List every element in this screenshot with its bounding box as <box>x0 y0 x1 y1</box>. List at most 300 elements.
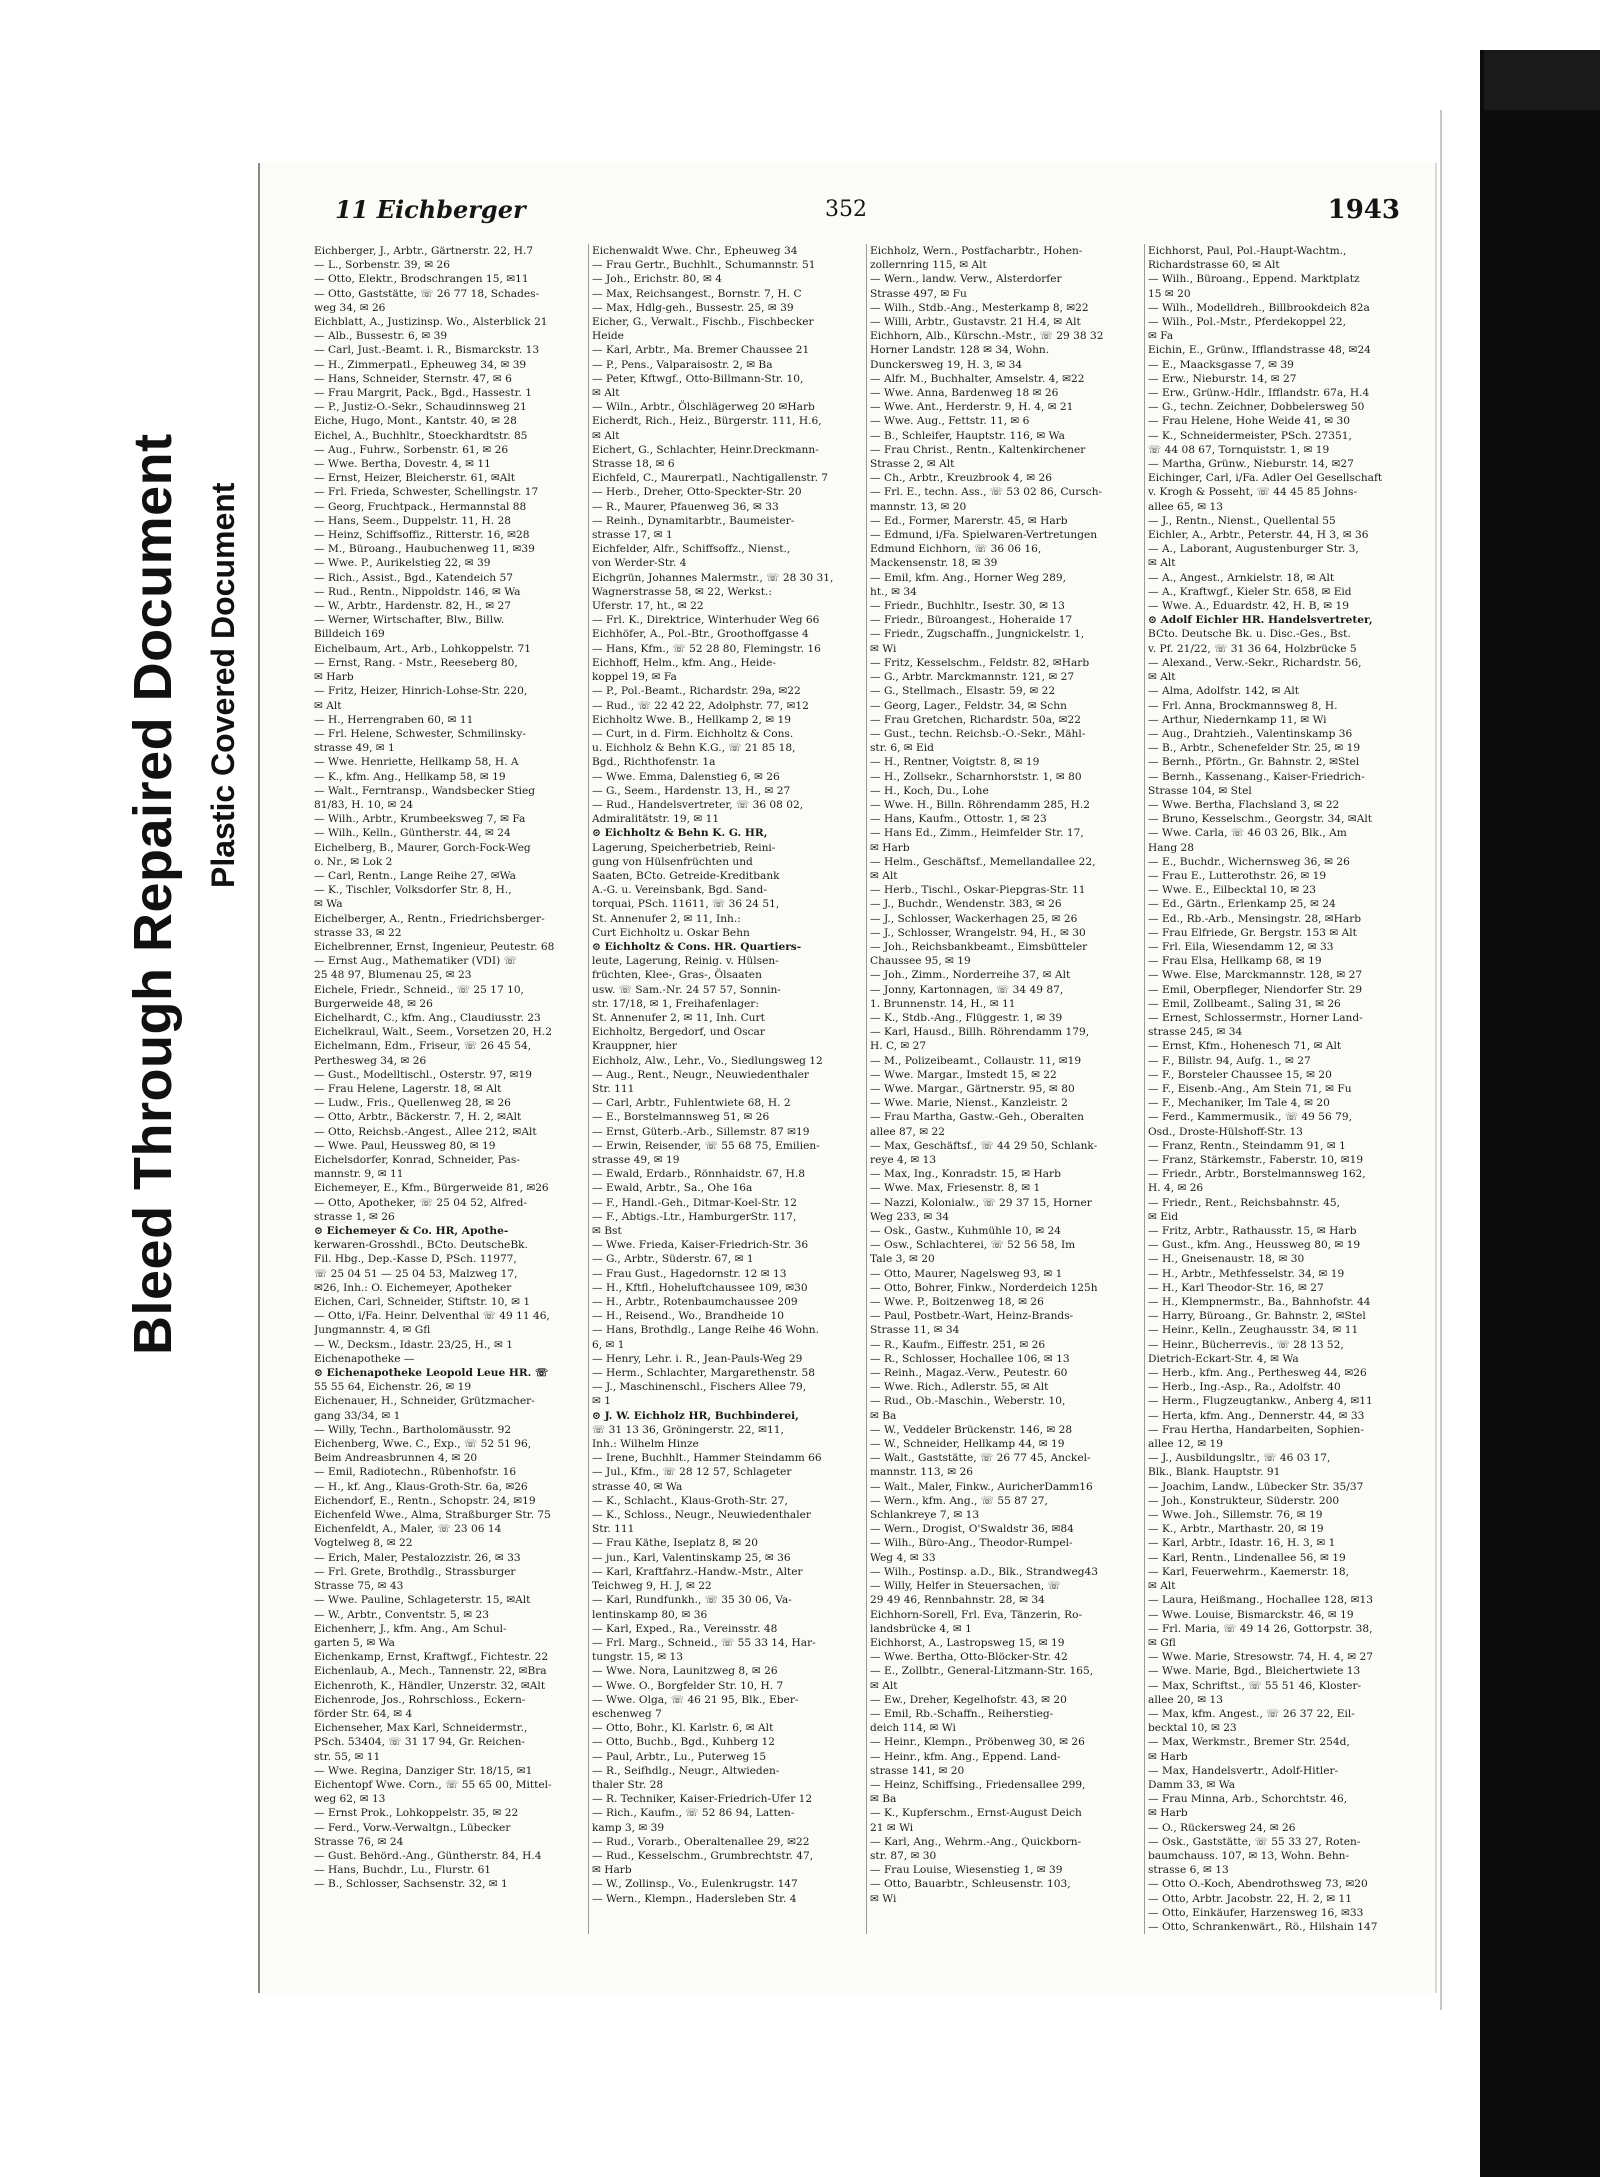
directory-entry-line: — Frl. K., Direktrice, Winterhuder Weg 66 <box>592 614 820 627</box>
directory-entry-line: mannstr. 9, ✉ 11 <box>314 1168 404 1181</box>
directory-entry-line: — A., Laborant, Augustenburger Str. 3, <box>1148 543 1359 556</box>
directory-entry-line: — J., Schlosser, Wrangelstr. 94, H., ✉ 30 <box>870 926 1086 939</box>
directory-entry-line: ✉ Ba <box>870 1409 897 1422</box>
directory-entry-line: Eichhorn-Sorell, Frl. Eva, Tänzerin, Ro- <box>870 1608 1083 1621</box>
directory-entry-line: St. Annenufer 2, ✉ 11, Inh.: <box>592 912 741 925</box>
directory-entry-line: Strasse 2, ✉ Alt <box>870 458 955 471</box>
directory-entry-line: Perthesweg 34, ✉ 26 <box>314 1054 427 1067</box>
directory-entry-line: strasse 40, ✉ Wa <box>592 1480 683 1493</box>
directory-entry-line: — H., Gneisenaustr. 18, ✉ 30 <box>1148 1253 1305 1266</box>
directory-entry-line: — Wiln., Arbtr., Ölschlägerweg 20 ✉Harb <box>592 401 815 414</box>
directory-entry-line: — Wwe. A., Eduardstr. 42, H. B, ✉ 19 <box>1148 600 1349 613</box>
directory-entry-line: PSch. 53404, ☏ 31 17 94, Gr. Reichen- <box>314 1736 525 1749</box>
directory-entry-line: — W., Schneider, Hellkamp 44, ✉ 19 <box>870 1438 1065 1451</box>
directory-entry-line: — Georg, Lager., Feldstr. 34, ✉ Schn <box>870 699 1067 712</box>
directory-entry-line: Eichinger, Carl, i/Fa. Adler Oel Gesellschaft <box>1148 472 1383 485</box>
directory-entry-line: — Paul, Postbetr.-Wart, Heinz-Brands- <box>870 1310 1074 1323</box>
directory-entry-line: Eichin, E., Grünw., Ifflandstrasse 48, ✉24 <box>1148 344 1371 357</box>
directory-entry-line: Eichemeyer, E., Kfm., Bürgerweide 81, ✉26 <box>314 1182 549 1195</box>
directory-entry-line: Eichler, A., Arbtr., Peterstr. 44, H 3, ✉ 36 <box>1148 529 1369 542</box>
directory-entry-line: — Irene, Buchhlt., Hammer Steindamm 66 <box>592 1452 822 1465</box>
directory-entry-line: Eichelkraul, Walt., Seem., Vorsetzen 20, H.2 <box>314 1026 552 1039</box>
directory-entry-line: — Wilh., Modelldreh., Billbrookdeich 82a <box>1148 301 1370 314</box>
directory-entry-line: — H., Karl Theodor-Str. 16, ✉ 27 <box>1148 1281 1324 1294</box>
directory-entry-line: Eichenapotheke — <box>314 1352 415 1365</box>
directory-entry-line: gang 33/34, ✉ 1 <box>314 1409 401 1422</box>
repaired-document-label: Repaired Document <box>123 433 183 952</box>
directory-entry-line: Eicher, G., Verwalt., Fischb., Fischbecker <box>592 316 814 329</box>
directory-entry-line: — Aug., Rent., Neugr., Neuwiedenthaler <box>592 1068 809 1081</box>
directory-entry-line: Str. 111 <box>592 1523 635 1536</box>
directory-entry-line: — Frl. Anna, Brockmannsweg 8, H. <box>1148 699 1338 712</box>
directory-entry-line: — O., Rückersweg 24, ✉ 26 <box>1148 1821 1296 1834</box>
directory-entry-line: — Wwe. O., Borgfelder Str. 10, H. 7 <box>592 1679 784 1692</box>
directory-entry-line: — Osk., Gaststätte, ☏ 55 33 27, Roten- <box>1148 1835 1361 1848</box>
directory-entry-line: Eichenrode, Jos., Rohrschloss., Eckern- <box>314 1693 526 1706</box>
directory-entry-line: — Walt., Maler, Finkw., AuricherDamm16 <box>870 1480 1093 1493</box>
directory-entry-line: Eichgrün, Johannes Malermstr., ☏ 28 30 31, <box>592 571 834 584</box>
directory-entry-line: BCto. Deutsche Bk. u. Disc.-Ges., Bst. <box>1148 628 1351 641</box>
directory-entry-line: — Helm., Geschäftsf., Memellandallee 22, <box>870 855 1096 868</box>
directory-entry-line: — Ed., Rb.-Arb., Mensingstr. 28, ✉Harb <box>1148 912 1362 925</box>
directory-entry-line: Str. 111 <box>592 1082 635 1095</box>
directory-entry-line: Osd., Droste-Hülshoff-Str. 13 <box>1148 1125 1303 1138</box>
directory-entry-line: ✉ Alt <box>870 869 898 882</box>
directory-entry-line: — Osk., Gastw., Kuhmühle 10, ✉ 24 <box>870 1225 1061 1238</box>
directory-entry-line: — K., kfm. Ang., Hellkamp 58, ✉ 19 <box>314 770 506 783</box>
directory-entry-line: — Heinr., kfm. Ang., Eppend. Land- <box>870 1750 1061 1763</box>
directory-entry-line: — Rud., Rentn., Nippoldstr. 146, ✉ Wa <box>314 585 521 598</box>
directory-entry-line: — Wwe. Else, Marckmannstr. 128, ✉ 27 <box>1148 969 1363 982</box>
directory-entry-line: Eichelsdorfer, Konrad, Schneider, Pas- <box>314 1154 520 1166</box>
directory-entry-line: — G., Seem., Hardenstr. 13, H., ✉ 27 <box>592 784 791 797</box>
directory-entry-line: ✉ Harb <box>314 671 354 684</box>
directory-entry-line: zollernring 115, ✉ Alt <box>870 259 987 272</box>
directory-entry-line: — Ernst Aug., Mathematiker (VDI) ☏ <box>314 955 517 968</box>
directory-entry-line: — Hans, Seem., Duppelstr. 11, H. 28 <box>314 514 511 527</box>
directory-entry-line: — Max, Handelsvertr., Adolf-Hitler- <box>1148 1764 1339 1777</box>
directory-entry-line: — Ludw., Fris., Quellenweg 28, ✉ 26 <box>314 1097 511 1110</box>
directory-entry-line: — Frl. Marg., Schneid., ☏ 55 33 14, Har- <box>592 1636 816 1649</box>
directory-entry-line: — H., Kftfl., Hoheluftchaussee 109, ✉30 <box>592 1281 808 1294</box>
directory-entry-line: — Wilh., Kelln., Güntherstr. 44, ✉ 24 <box>314 827 511 840</box>
directory-entry-line: ☏ 31 13 36, Gröningerstr. 22, ✉11, <box>592 1423 784 1436</box>
directory-entry-line: — Gust., kfm. Ang., Heussweg 80, ✉ 19 <box>1148 1239 1361 1252</box>
directory-entry-line: — Franz, Rentn., Steindamm 91, ✉ 1 <box>1148 1139 1346 1152</box>
directory-entry-line: gung von Hülsenfrüchten und <box>592 855 753 868</box>
directory-entry-line: — Reinh., Dynamitarbtr., Baumeister- <box>592 514 795 527</box>
directory-entry-line: — Wern., landw. Verw., Alsterdorfer <box>870 273 1062 286</box>
directory-entry-line: Eiche, Hugo, Mont., Kantstr. 40, ✉ 28 <box>314 415 517 428</box>
directory-entry-line: Eichelberg, B., Maurer, Gorch-Fock-Weg <box>314 841 531 854</box>
directory-entry-line: — Alb., Bussestr. 6, ✉ 39 <box>314 330 448 343</box>
directory-entry-line: Eichhorn, Alb., Kürschn.-Mstr., ☏ 29 38 32 <box>870 330 1104 343</box>
directory-entry-line: — Joachim, Landw., Lübecker Str. 35/37 <box>1148 1480 1364 1493</box>
directory-entry-line: Eichfelder, Alfr., Schiffsoffz., Nienst., <box>592 543 791 556</box>
directory-entry-line: — Wwe. Margar., Imstedt 15, ✉ 22 <box>870 1068 1057 1081</box>
directory-entry-line: — Friedr., Büroangest., Hoheraide 17 <box>870 614 1073 627</box>
directory-column-2 <box>592 244 862 1934</box>
directory-entry-line: ✉ Bst <box>592 1225 622 1238</box>
directory-entry-line: — Wwe. Anna, Bardenweg 18 ✉ 26 <box>870 387 1059 400</box>
directory-entry-line: — Ernst, Kfm., Hohenesch 71, ✉ Alt <box>1148 1040 1342 1053</box>
directory-entry-line: — Max, Hdlg-geh., Bussestr. 25, ✉ 39 <box>592 301 794 314</box>
directory-entry-line: — Ferd., Kammermusik., ☏ 49 56 79, <box>1148 1111 1352 1124</box>
directory-entry-line: Eichberger, J., Arbtr., Gärtnerstr. 22, H.7 <box>314 245 534 257</box>
directory-entry-line: früchten, Klee-, Gras-, Ölsaaten <box>592 969 762 982</box>
directory-entry-line: deich 114, ✉ Wi <box>870 1722 956 1735</box>
directory-entry-line: — Otto, Arbtr., Bäckerstr. 7, H. 2, ✉Alt <box>314 1111 522 1124</box>
directory-entry-line: Richardstrasse 60, ✉ Alt <box>1148 259 1280 272</box>
directory-entry-line: ✉ Harb <box>592 1864 632 1877</box>
directory-entry-line: — jun., Karl, Valentinskamp 25, ✉ 36 <box>592 1551 791 1564</box>
directory-entry-line: — Martha, Grünw., Nieburstr. 14, ✉27 <box>1148 458 1354 471</box>
directory-entry-line: — Fritz, Arbtr., Rathausstr. 15, ✉ Harb <box>1148 1225 1357 1238</box>
directory-entry-line: — Frl. Grete, Brothdlg., Strassburger <box>314 1565 516 1578</box>
directory-entry-line: ✉ Alt <box>1148 1580 1176 1593</box>
directory-entry-line: — K., Schlacht., Klaus-Groth-Str. 27, <box>592 1494 788 1507</box>
directory-entry-line: — Otto O.-Koch, Abendrothsweg 73, ✉20 <box>1148 1878 1368 1891</box>
directory-entry-line: — Wwe. Olga, ☏ 46 21 95, Blk., Eber- <box>592 1693 799 1706</box>
directory-entry-line: — H., kf. Ang., Klaus-Groth-Str. 6a, ✉26 <box>314 1480 528 1493</box>
directory-entry-line: — Karl, Hausd., Billh. Röhrendamm 179, <box>870 1026 1090 1039</box>
directory-entry-line: — Rud., Vorarb., Oberaltenallee 29, ✉22 <box>592 1835 810 1848</box>
directory-entry-line: — Karl, Feuerwehrm., Kaemerstr. 18, <box>1148 1565 1350 1578</box>
directory-entry-line: — Frau Hertha, Handarbeiten, Sophien- <box>1148 1423 1364 1436</box>
directory-entry-line: — Max, kfm. Angest., ☏ 26 37 22, Eil- <box>1148 1707 1355 1720</box>
bleed-through-label: Bleed Through <box>123 967 183 1355</box>
directory-entry-line: — F., Abtigs.-Ltr., HamburgerStr. 117, <box>592 1210 797 1223</box>
directory-entry-line: — Carl, Rentn., Lange Reihe 27, ✉Wa <box>314 869 516 882</box>
directory-entry-line: — Wwe. Rich., Adlerstr. 55, ✉ Alt <box>870 1381 1049 1394</box>
directory-entry-line: — Hans, Brothdlg., Lange Reihe 46 Wohn. <box>592 1324 819 1337</box>
directory-entry-line: — Gust. Behörd.-Ang., Güntherstr. 84, H.4 <box>314 1849 542 1862</box>
directory-entry-line: ✉ Wi <box>870 642 897 655</box>
directory-entry-line: — Bernh., Kassenang., Kaiser-Friedrich- <box>1148 770 1365 783</box>
directory-entry-line: — Walt., Ferntransp., Wandsbecker Stieg <box>314 784 536 797</box>
directory-entry-line: — Wilh., Postinsp. a.D., Blk., Strandweg43 <box>870 1565 1098 1578</box>
directory-entry-line: eschenweg 7 <box>592 1707 662 1720</box>
directory-entry-line: reye 4, ✉ 13 <box>870 1154 937 1166</box>
directory-entry-line: — Max, Reichsangest., Bornstr. 7, H. C <box>592 287 802 300</box>
directory-entry-line: — Wwe. Bertha, Dovestr. 4, ✉ 11 <box>314 458 491 471</box>
directory-entry-line: Eichentopf Wwe. Corn., ☏ 55 65 00, Mittel- <box>314 1778 552 1791</box>
directory-entry-line: — Ch., Arbtr., Kreuzbrook 4, ✉ 26 <box>870 472 1052 485</box>
directory-entry-line: — Frau Martha, Gastw.-Geh., Oberalten <box>870 1111 1084 1124</box>
directory-entry-line: strasse 1, ✉ 26 <box>314 1210 395 1223</box>
directory-entry-line: — Otto, Schrankenwärt., Rö., Hilshain 147 <box>1148 1920 1378 1933</box>
directory-entry-line: ✉ Wi <box>870 1892 897 1905</box>
directory-entry-line: — M., Büroang., Haubuchenweg 11, ✉39 <box>314 543 535 556</box>
directory-entry-line: Schlankreye 7, ✉ 13 <box>870 1509 980 1522</box>
directory-entry-line: Heide <box>592 330 624 343</box>
directory-entry-line: thaler Str. 28 <box>592 1778 664 1791</box>
directory-entry-line: — Wwe. Marie, Nienst., Kanzleistr. 2 <box>870 1097 1068 1110</box>
directory-entry-line: — M., Polizeibeamt., Collaustr. 11, ✉19 <box>870 1054 1082 1067</box>
directory-entry-line: weg 34, ✉ 26 <box>314 301 386 314</box>
directory-entry-line: — Hans Ed., Zimm., Heimfelder Str. 17, <box>870 827 1084 840</box>
directory-entry-line: — K., Arbtr., Marthastr. 20, ✉ 19 <box>1148 1523 1324 1536</box>
directory-entry-line: — Otto, Maurer, Nagelsweg 93, ✉ 1 <box>870 1267 1063 1280</box>
directory-entry-line: Eichelmann, Edm., Friseur, ☏ 26 45 54, <box>314 1040 532 1053</box>
directory-entry-line: Eichholtz, Bergedorf, und Oscar <box>592 1026 765 1039</box>
directory-entry-line: — Bernh., Pförtn., Gr. Bahnstr. 2, ✉Stel <box>1148 756 1360 769</box>
directory-entry-line: Uferstr. 17, ht., ✉ 22 <box>592 600 704 613</box>
directory-entry-line: — Otto, Einkäufer, Harzensweg 16, ✉33 <box>1148 1906 1364 1919</box>
directory-entry-line: — Hans, Kaufm., Ottostr. 1, ✉ 23 <box>870 813 1047 826</box>
directory-entry-line: — Wwe. E., Eilbecktal 10, ✉ 23 <box>1148 884 1316 897</box>
directory-entry-line: — Frl. Maria, ☏ 49 14 26, Gottorpstr. 38, <box>1148 1622 1373 1635</box>
directory-entry-line: — Georg, Fruchtpack., Hermannstal 88 <box>314 500 527 513</box>
directory-entry-line: — Rich., Assist., Bgd., Katendeich 57 <box>314 571 513 584</box>
directory-entry-line: Eichenwaldt Wwe. Chr., Epheuweg 34 <box>592 245 798 257</box>
directory-entry-line: St. Annenufer 2, ✉ 11, Inh. Curt <box>592 1011 765 1024</box>
directory-entry-line: ⊙ Eichholtz & Behn K. G. HR, <box>592 827 768 840</box>
directory-entry-line: ✉ Wa <box>314 898 343 911</box>
directory-entry-line: — K., Stdb.-Ang., Flüggestr. 1, ✉ 39 <box>870 1011 1063 1024</box>
directory-entry-line: Horner Landstr. 128 ✉ 34, Wohn. <box>870 344 1050 357</box>
directory-entry-line: — P., Pol.-Beamt., Richardstr. 29a, ✉22 <box>592 685 801 698</box>
directory-entry-line: — Herb., Dreher, Otto-Speckter-Str. 20 <box>592 486 802 499</box>
directory-entry-line: ☏ 25 04 51 — 25 04 53, Malzweg 17, <box>314 1267 518 1280</box>
directory-entry-line: — Max, Ing., Konradstr. 15, ✉ Harb <box>870 1168 1061 1181</box>
directory-entry-line: Damm 33, ✉ Wa <box>1148 1778 1236 1791</box>
directory-entry-line: Eichelbaum, Art., Arb., Lohkoppelstr. 71 <box>314 642 531 655</box>
directory-entry-line: — Alma, Adolfstr. 142, ✉ Alt <box>1148 685 1300 698</box>
directory-entry-line: — Ernst, Güterb.-Arb., Sillemstr. 87 ✉19 <box>592 1125 810 1138</box>
directory-entry-line: Mackensenstr. 18, ✉ 39 <box>870 557 998 570</box>
directory-entry-line: 81/83, H. 10, ✉ 24 <box>314 798 414 811</box>
directory-entry-line: — Joh., Erichstr. 80, ✉ 4 <box>592 273 722 286</box>
directory-entry-line: — Reinh., Magaz.-Verw., Peutestr. 60 <box>870 1367 1068 1380</box>
directory-entry-line: — Herb., kfm. Ang., Perthesweg 44, ✉26 <box>1148 1367 1367 1380</box>
directory-entry-line: v. Krogh & Posseht, ☏ 44 45 85 Johns- <box>1148 486 1358 499</box>
directory-entry-line: — F., Eisenb.-Ang., Am Stein 71, ✉ Fu <box>1148 1082 1352 1095</box>
column-rule <box>866 244 867 1934</box>
directory-entry-line: — R. Techniker, Kaiser-Friedrich-Ufer 12 <box>592 1793 813 1806</box>
directory-entry-line: — Rich., Kaufm., ☏ 52 86 94, Latten- <box>592 1807 795 1820</box>
directory-entry-line: — H., Klempnermstr., Ba., Bahnhofstr. 44 <box>1148 1296 1371 1309</box>
directory-entry-line: torquai, PSch. 11611, ☏ 36 24 51, <box>592 898 780 911</box>
directory-entry-line: Eichhorst, A., Lastropsweg 15, ✉ 19 <box>870 1636 1065 1649</box>
directory-entry-line: — J., Maschinenschl., Fischers Allee 79, <box>592 1381 807 1394</box>
directory-entry-line: — H., Arbtr., Rotenbaumchaussee 209 <box>592 1296 798 1309</box>
directory-entry-line: — Jonny, Kartonnagen, ☏ 34 49 87, <box>870 983 1064 996</box>
directory-entry-line: — Edmund, i/Fa. Spielwaren-Vertretungen <box>870 529 1098 542</box>
directory-entry-line: — Nazzi, Kolonialw., ☏ 29 37 15, Horner <box>870 1196 1092 1209</box>
directory-entry-line: — K., Kupferschm., Ernst-August Deich <box>870 1807 1082 1820</box>
directory-entry-line: — Aug., Fuhrw., Sorbenstr. 61, ✉ 26 <box>314 443 509 456</box>
directory-entry-line: allee 65, ✉ 13 <box>1148 500 1223 513</box>
directory-entry-line: ✉ Harb <box>870 841 910 854</box>
directory-column-4 <box>1148 244 1418 1934</box>
directory-entry-line: — A., Angest., Arnkielstr. 18, ✉ Alt <box>1148 571 1335 584</box>
directory-entry-line: — Wwe. Max, Friesenstr. 8, ✉ 1 <box>870 1182 1041 1195</box>
directory-entry-line: — Friedr., Zugschaffn., Jungnickelstr. 1, <box>870 628 1085 641</box>
directory-entry-line: — B., Schleifer, Hauptstr. 116, ✉ Wa <box>870 429 1065 442</box>
directory-entry-line: — Willy, Helfer in Steuersachen, ☏ <box>870 1580 1061 1593</box>
directory-entry-line: — Karl, Kraftfahrz.-Handw.-Mstr., Alter <box>592 1565 803 1578</box>
directory-entry-line: — Jul., Kfm., ☏ 28 12 57, Schlageter <box>592 1466 792 1479</box>
directory-entry-line: — G., techn. Zeichner, Dobbelersweg 50 <box>1148 401 1365 414</box>
directory-entry-line: — Carl, Arbtr., Fuhlentwiete 68, H. 2 <box>592 1097 791 1110</box>
directory-entry-line: Eichholz, Alw., Lehr., Vo., Siedlungsweg 12 <box>592 1054 823 1067</box>
directory-entry-line: Lagerung, Speicherbetrieb, Reini- <box>592 841 776 854</box>
directory-entry-line: — Wwe. Bertha, Flachsland 3, ✉ 22 <box>1148 798 1340 811</box>
directory-entry-line: o. Nr., ✉ Lok 2 <box>314 855 393 868</box>
directory-entry-line: — Otto, Buchb., Bgd., Kuhberg 12 <box>592 1736 776 1749</box>
directory-entry-line: — R., Schlosser, Hochallee 106, ✉ 13 <box>870 1352 1070 1365</box>
directory-entry-line: — Max, Geschäftsf., ☏ 44 29 50, Schlank- <box>870 1139 1098 1152</box>
directory-entry-line: — Willy, Techn., Bartholomäusstr. 92 <box>314 1423 512 1436</box>
directory-entry-line: — Max, Schriftst., ☏ 55 51 46, Kloster- <box>1148 1679 1362 1692</box>
directory-entry-line: — Osw., Schlachterei, ☏ 52 56 58, Im <box>870 1239 1076 1252</box>
directory-entry-line: — Frau Helene, Hohe Weide 41, ✉ 30 <box>1148 415 1350 428</box>
directory-entry-line: von Werder-Str. 4 <box>592 557 687 570</box>
directory-entry-line: — Wwe. Henriette, Hellkamp 58, H. A <box>314 756 519 769</box>
directory-entry-line: — Wwe. Aug., Fettstr. 11, ✉ 6 <box>870 415 1030 428</box>
directory-entry-line: mannstr. 113, ✉ 26 <box>870 1466 974 1479</box>
directory-entry-line: Dietrich-Eckart-Str. 4, ✉ Wa <box>1148 1352 1299 1365</box>
directory-entry-line: Eichholz, Wern., Postfacharbtr., Hohen- <box>870 245 1083 257</box>
directory-entry-line: — R., Seifhdlg., Neugr., Altwieden- <box>592 1764 780 1777</box>
directory-entry-line: 29 49 46, Rennbahnstr. 28, ✉ 34 <box>870 1594 1045 1607</box>
directory-entry-line: str. 55, ✉ 11 <box>314 1750 381 1763</box>
directory-entry-line: — Herm., Schlachter, Margarethenstr. 58 <box>592 1367 815 1380</box>
directory-entry-line: — R., Kaufm., Eiffestr. 251, ✉ 26 <box>870 1338 1046 1351</box>
directory-entry-line: Jungmannstr. 4, ✉ Gfl <box>314 1324 431 1337</box>
directory-entry-line: — Willi, Arbtr., Gustavstr. 21 H.4, ✉ Alt <box>870 316 1081 329</box>
directory-entry-line: Billdeich 169 <box>314 628 385 641</box>
directory-entry-line: ✉ Alt <box>1148 671 1176 684</box>
directory-entry-line: — Otto, Apotheker, ☏ 25 04 52, Alfred- <box>314 1196 527 1209</box>
directory-entry-line: — K., Schloss., Neugr., Neuwiedenthaler <box>592 1509 811 1522</box>
directory-entry-line: — Emil, Zollbeamt., Saling 31, ✉ 26 <box>1148 997 1341 1010</box>
directory-entry-line: 55 55 64, Eichenstr. 26, ✉ 19 <box>314 1381 472 1394</box>
directory-entry-line: — Wwe. Nora, Launitzweg 8, ✉ 26 <box>592 1665 778 1678</box>
directory-entry-line: — Otto, Gaststätte, ☏ 26 77 18, Schades- <box>314 287 540 300</box>
directory-entry-line: — Wwe. Paul, Heussweg 80, ✉ 19 <box>314 1139 496 1152</box>
directory-entry-line: koppel 19, ✉ Fa <box>592 671 677 684</box>
directory-entry-line: 25 48 97, Blumenau 25, ✉ 23 <box>314 969 472 982</box>
directory-entry-line: Eichenfeldt, A., Maler, ☏ 23 06 14 <box>314 1523 502 1536</box>
directory-entry-line: — Gust., techn. Reichsb.-O.-Sekr., Mähl- <box>870 727 1086 740</box>
directory-entry-line: — Frau Minna, Arb., Schorchtstr. 46, <box>1148 1793 1348 1806</box>
directory-entry-line: usw. ☏ Sam.-Nr. 24 57 57, Sonnin- <box>592 983 781 996</box>
directory-entry-line: Eichenroth, K., Händler, Unzerstr. 32, ✉Alt <box>314 1679 546 1692</box>
gutter-line <box>1440 110 1442 2010</box>
directory-entry-line: — Erich, Maler, Pestalozzistr. 26, ✉ 33 <box>314 1551 521 1564</box>
directory-entry-line: Eichert, G., Schlachter, Heinr.Dreckmann- <box>592 443 819 456</box>
directory-entry-line: — Frau Louise, Wiesenstieg 1, ✉ 39 <box>870 1864 1063 1877</box>
directory-entry-line: Eichhöfer, A., Pol.-Btr., Groothoffgasse 4 <box>592 628 809 641</box>
directory-entry-line: — Wwe. P., Boitzenweg 18, ✉ 26 <box>870 1296 1044 1309</box>
directory-entry-line: — L., Sorbenstr. 39, ✉ 26 <box>314 259 450 272</box>
directory-entry-line: u. Eichholz & Behn K.G., ☏ 21 85 18, <box>592 742 796 755</box>
directory-entry-line: strasse 33, ✉ 22 <box>314 926 402 939</box>
directory-entry-line: — Herta, kfm. Ang., Dennerstr. 44, ✉ 33 <box>1148 1409 1365 1422</box>
directory-entry-line: — Wwe. Marie, Bgd., Bleichertwiete 13 <box>1148 1665 1361 1678</box>
directory-entry-line: — J., Ausbildungsltr., ☏ 46 03 17, <box>1148 1452 1331 1465</box>
directory-entry-line: — E., Zollbtr., General-Litzmann-Str. 165, <box>870 1665 1094 1678</box>
directory-entry-line: — Rud., Ob.-Maschin., Weberstr. 10, <box>870 1395 1066 1408</box>
directory-entry-line: Strasse 497, ✉ Fu <box>870 287 967 300</box>
directory-entry-line: Krauppner, hier <box>592 1040 677 1053</box>
directory-entry-line: — Rud., Kesselschm., Grumbrechtstr. 47, <box>592 1849 814 1862</box>
directory-entry-line: — B., Schlosser, Sachsenstr. 32, ✉ 1 <box>314 1878 508 1891</box>
directory-entry-line: allee 12, ✉ 19 <box>1148 1438 1223 1451</box>
bleed-through-note <box>122 433 184 1355</box>
directory-entry-line: — H., Zollsekr., Scharnhorststr. 1, ✉ 80 <box>870 770 1082 783</box>
directory-entry-line: Eichfeld, C., Maurerpatl., Nachtigallenstr. 7 <box>592 472 829 485</box>
directory-entry-line: Weg 4, ✉ 33 <box>870 1551 936 1564</box>
directory-entry-line: Bgd., Richthofenstr. 1a <box>592 756 716 769</box>
directory-entry-line: Admiralitätstr. 19, ✉ 11 <box>592 813 720 826</box>
directory-entry-line: ✉ Gfl <box>1148 1636 1176 1649</box>
directory-entry-line: weg 62, ✉ 13 <box>314 1793 386 1806</box>
directory-entry-line: — Heinz, Schiffsoffiz., Ritterstr. 16, ✉28 <box>314 529 530 542</box>
directory-entry-line: — Wwe. Emma, Dalenstieg 6, ✉ 26 <box>592 770 780 783</box>
directory-entry-line: — Henry, Lehr. i. R., Jean-Pauls-Weg 29 <box>592 1352 803 1365</box>
directory-entry-line: — Otto, Bauarbtr., Schleusenstr. 103, <box>870 1878 1071 1891</box>
directory-entry-line: — Wilh., Pol.-Mstr., Pferdekoppel 22, <box>1148 316 1346 329</box>
directory-entry-line: — W., Decksm., Idastr. 23/25, H., ✉ 1 <box>314 1338 513 1351</box>
directory-entry-line: — Wwe. P., Aurikelstieg 22, ✉ 39 <box>314 557 491 570</box>
page-header <box>315 195 1400 229</box>
directory-entry-line: — Walt., Gaststätte, ☏ 26 77 45, Anckel- <box>870 1452 1091 1465</box>
directory-entry-line: H. C, ✉ 27 <box>870 1040 927 1053</box>
directory-entry-line: str. 17/18, ✉ 1, Freihafenlager: <box>592 997 759 1010</box>
running-head: 11 Eichberger <box>335 195 526 224</box>
directory-entry-line: — Wwe. Louise, Bismarckstr. 46, ✉ 19 <box>1148 1608 1354 1621</box>
directory-entry-line: ✉ Harb <box>1148 1750 1188 1763</box>
directory-entry-line: Eichholtz Wwe. B., Hellkamp 2, ✉ 19 <box>592 713 791 726</box>
directory-entry-line: — Heinz, Schiffsing., Friedensallee 299, <box>870 1778 1086 1791</box>
directory-entry-line: — P., Pens., Valparaisostr. 2, ✉ Ba <box>592 358 773 371</box>
directory-entry-line: lentinskamp 80, ✉ 36 <box>592 1608 708 1621</box>
directory-entry-line: — Wern., Drogist, O'Swaldstr 36, ✉84 <box>870 1523 1074 1536</box>
directory-entry-line: — Bruno, Kesselschm., Georgstr. 34, ✉Alt <box>1148 813 1373 826</box>
directory-entry-line: förder Str. 64, ✉ 4 <box>314 1707 413 1720</box>
directory-entry-line: 15 ✉ 20 <box>1148 287 1191 300</box>
directory-entry-line: — Ed., Former, Marerstr. 45, ✉ Harb <box>870 514 1068 527</box>
directory-entry-line: — Gust., Modelltischl., Osterstr. 97, ✉19 <box>314 1068 533 1081</box>
directory-entry-line: — Frau Margrit, Pack., Bgd., Hassestr. 1 <box>314 387 532 400</box>
directory-entry-line: — Arthur, Niedernkamp 11, ✉ Wi <box>1148 713 1327 726</box>
directory-entry-line: — Harry, Büroang., Gr. Bahnstr. 2, ✉Stel <box>1148 1310 1366 1323</box>
directory-entry-line: strasse 141, ✉ 20 <box>870 1764 965 1777</box>
directory-entry-line: — Heinr., Bücherrevis., ☏ 28 13 52, <box>1148 1338 1344 1351</box>
directory-entry-line: ✉ Harb <box>1148 1807 1188 1820</box>
directory-entry-line: — Peter, Kftwgf., Otto-Billmann-Str. 10, <box>592 372 804 385</box>
directory-entry-line: — F., Billstr. 94, Aufg. 1., ✉ 27 <box>1148 1054 1311 1067</box>
directory-entry-line: — Wwe. Marie, Stresowstr. 74, H. 4, ✉ 27 <box>1148 1651 1373 1664</box>
directory-entry-line: — G., Arbtr. Marckmannstr. 121, ✉ 27 <box>870 671 1075 684</box>
directory-entry-line: — Karl, Rentn., Lindenallee 56, ✉ 19 <box>1148 1551 1346 1564</box>
directory-entry-line: — Otto, Elektr., Brodschrangen 15, ✉11 <box>314 273 529 286</box>
directory-entry-line: ✉ Alt <box>1148 557 1176 570</box>
directory-entry-line: — Herm., Flugzeugtankw., Anberg 4, ✉11 <box>1148 1395 1373 1408</box>
directory-entry-line: — Heinr., Klempn., Pröbenweg 30, ✉ 26 <box>870 1736 1085 1749</box>
directory-entry-line: — Carl, Just.-Beamt. i. R., Bismarckstr. 13 <box>314 344 540 357</box>
directory-entry-line: Eichhorst, Paul, Pol.-Haupt-Wachtm., <box>1148 245 1347 257</box>
directory-entry-line: — Erw., Nieburstr. 14, ✉ 27 <box>1148 372 1297 385</box>
directory-entry-line: — Frl. Frieda, Schwester, Schellingstr. 17 <box>314 486 539 499</box>
directory-entry-line: — Joh., Reichsbankbeamt., Eimsbütteler <box>870 940 1088 953</box>
directory-entry-line: Saaten, BCto. Getreide-Kreditbank <box>592 869 780 882</box>
directory-entry-line: allee 87, ✉ 22 <box>870 1125 945 1138</box>
directory-entry-line: becktal 10, ✉ 23 <box>1148 1722 1237 1735</box>
